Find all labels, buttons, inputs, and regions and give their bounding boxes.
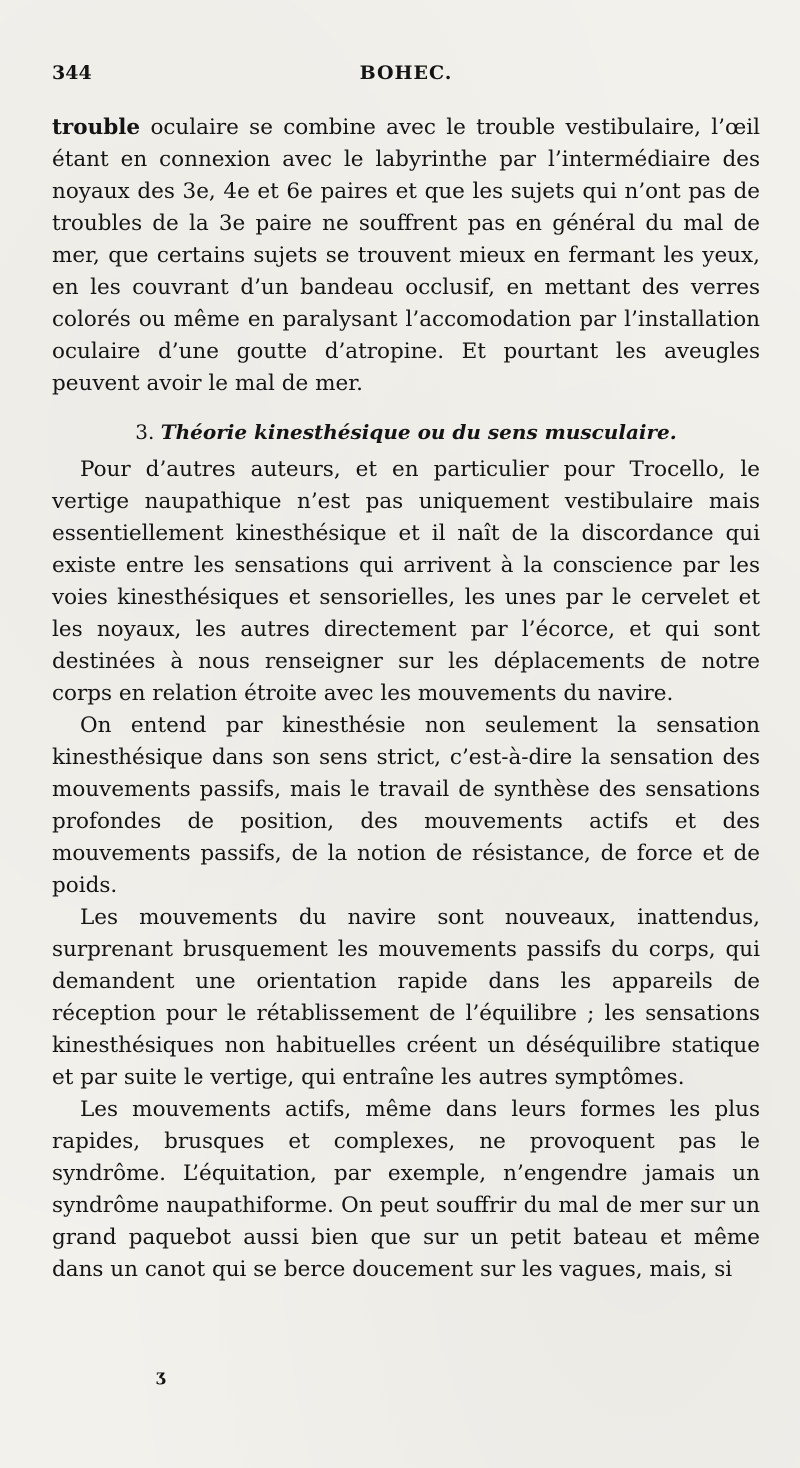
page-number: 344 [52, 62, 92, 84]
signature-mark: ʒ [156, 1366, 166, 1385]
page-header [52, 62, 760, 98]
continued-paragraph [52, 112, 760, 400]
body-text [52, 112, 760, 1286]
paragraph: Pour d’autres auteurs, et en particulier pour Trocello, le vertige naupathique n’est pas uniquement vestibulaire mais essentiellement kinesthésique et il naît de la discordance qui existe entre les sensations qui arrivent à la conscience par les voies kinesthésiques et sensorielles, les unes par le cervelet et les noyaux, les autres directement par l’écorce, et qui sont destinées à nous renseigner sur les déplacements de notre corps en relation étroite avec les mouvements du navire. [52, 457, 760, 706]
paragraph-lead-word: trouble [52, 115, 141, 140]
section-number: 3. [135, 420, 155, 444]
section-title: Théorie kinesthésique ou du sens musculaire. [160, 420, 677, 444]
section-heading [52, 416, 760, 448]
paragraph-text: oculaire se combine avec le trouble vestibulaire, l’œil étant en connexion avec le labyrinthe par l’intermédiaire des noyaux des 3e, 4e et 6e paires et que les sujets qui n’ont pas de troubles de la 3e paire ne souffrent pas en général du mal de mer, que certains sujets se trouvent mieux en fermant les yeux, en les couvrant d’un bandeau occlusif, en mettant des verres colorés ou même en paralysant l’accomodation par l’installation oculaire d’une goutte d’atropine. Et pourtant les aveugles peuvent avoir le mal de mer. [52, 115, 760, 396]
paragraph: Les mouvements du navire sont nouveaux, inattendus, surprenant brusquement les mouvements passifs du corps, qui demandent une orientation rapide dans les appareils de réception pour le rétablissement de l’équilibre ; les sensations kinesthésiques non habituelles créent un déséquilibre statique et par suite le vertige, qui entraîne les autres symptômes. [52, 905, 760, 1090]
running-head: BOHEC. [359, 62, 453, 84]
paragraph: Les mouvements actifs, même dans leurs formes les plus rapides, brusques et complexes, ne provoquent pas le syndrôme. L’équitation, par exemple, n’engendre jamais un syndrôme naupathiforme. On peut souffrir du mal de mer sur un grand paquebot aussi bien que sur un petit bateau et même dans un canot qui se berce doucement sur les vagues, mais, si [52, 1097, 760, 1282]
paragraph: On entend par kinesthésie non seulement la sensation kinesthésique dans son sens strict, c’est-à-dire la sensation des mouvements passifs, mais le travail de synthèse des sensations profondes de position, des mouvements actifs et des mouvements passifs, de la notion de résistance, de force et de poids. [52, 713, 760, 898]
